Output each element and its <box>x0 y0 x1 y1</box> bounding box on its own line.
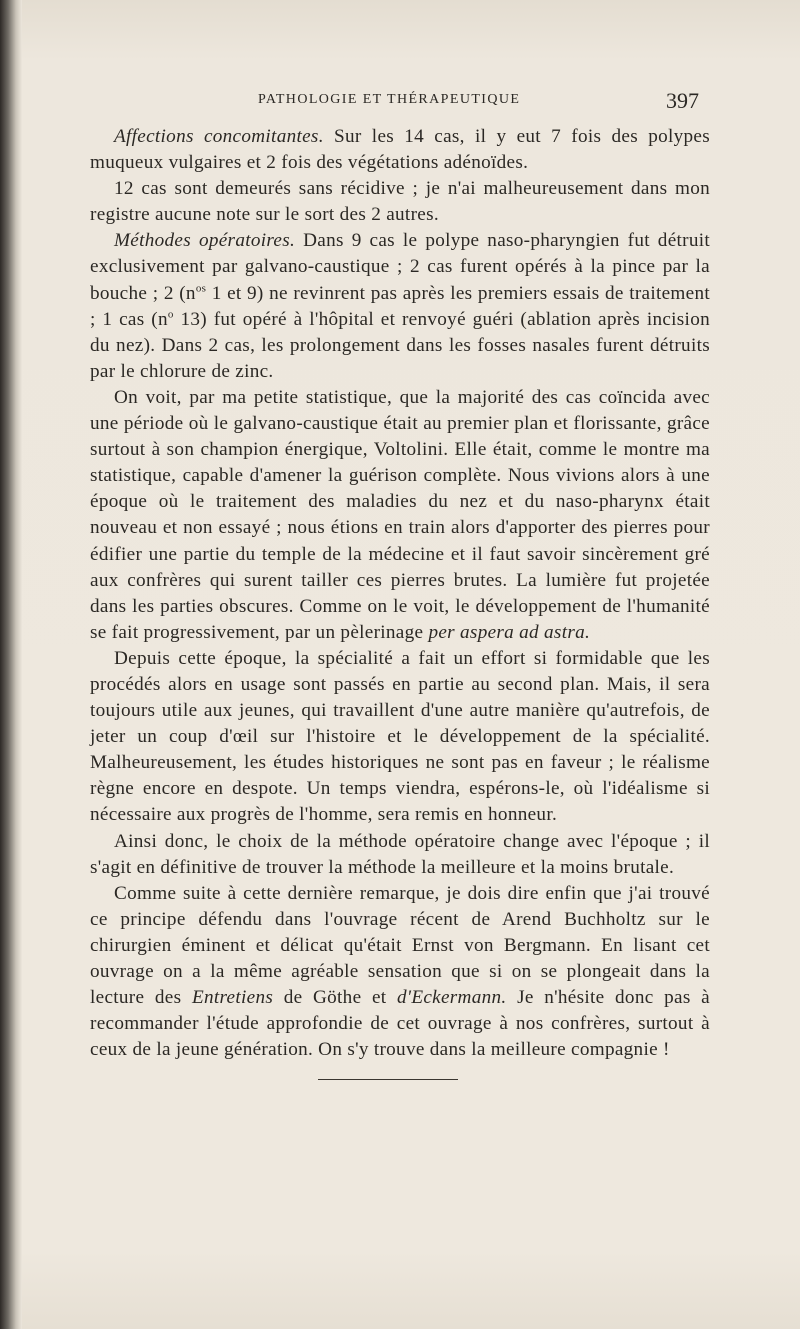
page-header <box>90 88 710 124</box>
paragraph-text: 13) fut opéré à l'hôpital et renvoyé guéri (ablation après incision du nez). Dans 2 cas, les prolongement dans les fosses nasales furent détruits par le chlorure de zinc. <box>90 308 710 382</box>
paragraph-affections <box>90 124 710 176</box>
book-page <box>90 88 710 1080</box>
page-number: 397 <box>666 88 699 113</box>
superscript-o: o <box>167 308 174 321</box>
italic-phrase-per-aspera: per aspera ad astra. <box>428 621 591 643</box>
section-lead-affections: Affections concomitantes. <box>114 126 324 147</box>
paragraph-text: Dans 9 cas le polype naso-pharyngien fut détruit exclusivement par galvano-caustique ; 2 cas furent opérés à la pince par la bouche ; 2 (n <box>90 230 710 304</box>
paragraph-text: 1 et 9) ne revinrent pas après les premiers essais de traitement ; 1 cas (n <box>90 282 710 330</box>
paragraph-statistique <box>90 385 710 646</box>
paragraph-specialite <box>90 646 710 829</box>
running-title: PATHOLOGIE ET THÉRAPEUTIQUE <box>258 92 521 107</box>
italic-title-entretiens: Entretiens <box>191 987 274 1009</box>
italic-name-eckermann: d'Eckermann. <box>397 987 507 1009</box>
section-lead-methodes: Méthodes opératoires. <box>114 230 296 252</box>
paragraph-text: Depuis cette époque, la spécialité a fait un effort si formidable que les procédés alors en usage sont passés en partie au second plan. Mais, il sera toujours utile aux jeunes, qui travaillent d'une autre manière qu'autrefois, de jeter un coup d'œil sur l'histoire et le développement de la spécialité. Malheureusement, les études historiques ne sont pas en faveur ; le réalisme règne encore en despote. Un temps viendra, espérons-le, où l'idéalisme si nécessaire aux progrès de l'homme, sera remis en honneur. <box>90 647 710 826</box>
paragraph-text: 12 cas sont demeurés sans récidive ; je n'ai malheureusement dans mon registre aucune note sur le sort des 2 autres. <box>90 178 710 226</box>
paragraph-conclusion <box>90 881 710 1064</box>
paragraph-text: de Göthe et <box>283 987 387 1009</box>
paragraph-text: On voit, par ma petite statistique, que la majorité des cas coïncida avec une période où le galvano-caustique était au premier plan et florissante, grâce surtout à son champion énergique, Voltolini. Elle était, comme le montre ma statistique, capable d'amener la guérison complète. Nous vivions alors à une époque où le traitement des maladies du nez et du naso-pharynx était nouveau et non essayé ; nous étions en train alors d'apporter des pierres pour édifier une partie du temple de la médecine et il faut savoir sincèrement gré aux confrères qui surent tailler ces pierres brutes. La lumière fut projetée dans les parties obscures. Comme on le voit, le développement de l'humanité se fait progressivement, par un pèlerinage <box>90 386 710 643</box>
book-binding-edge <box>0 0 22 1329</box>
paragraph-text: Comme suite à cette dernière remarque, je dois dire enfin que j'ai trouvé ce principe défendu dans l'ouvrage récent de Arend Buchholtz sur le chirurgien éminent et délicat qu'était Ernst von Bergmann. En lisant cet ouvrage on a la même agréable sensation que si on se plongeait dans la lecture des <box>90 882 710 1009</box>
paragraph-text: Je n'hésite donc pas à recommander l'étude approfondie de cet ouvrage à nos confrères, surtout à ceux de la jeune génération. On s'y trouve dans la meilleure compagnie ! <box>90 987 710 1061</box>
paragraph-recidive <box>90 176 710 228</box>
paragraph-methodes <box>90 228 710 385</box>
paragraph-text: Sur les 14 cas, il y eut 7 fois des polypes muqueux vulgaires et 2 fois des végétations adénoïdes. <box>90 126 710 174</box>
superscript-os: os <box>195 282 207 295</box>
paragraph-text: Ainsi donc, le choix de la méthode opératoire change avec l'époque ; il s'agit en définitive de trouver la méthode la meilleure et la moins brutale. <box>90 830 710 878</box>
body-text <box>90 124 710 1080</box>
paragraph-choix <box>90 829 710 881</box>
end-rule <box>318 1079 458 1080</box>
